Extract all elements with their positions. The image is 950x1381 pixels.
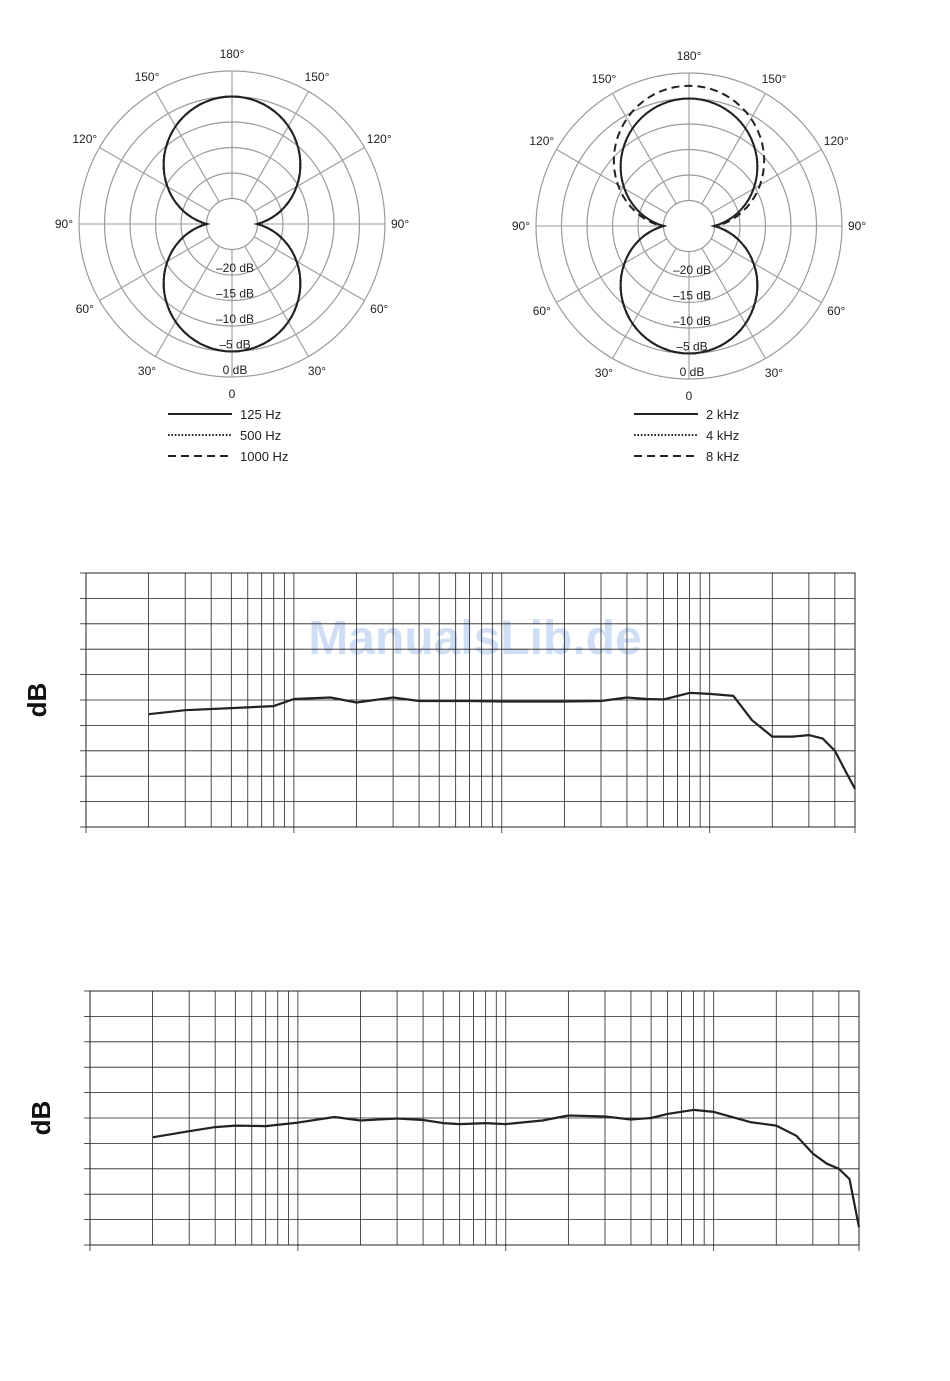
polar-angle-label: 180° <box>676 49 702 63</box>
polar-angle-label: 30° <box>307 364 327 379</box>
frequency-response-chart-bottom <box>26 991 859 1251</box>
polar-db-label: 0 dB <box>679 365 705 379</box>
y-axis-label: dB <box>22 682 52 718</box>
polar-angle-label: 30° <box>137 364 157 379</box>
polar-db-label: –20 dB <box>672 263 712 277</box>
polar-angle-label: 0 <box>685 389 693 403</box>
legend-label: 8 kHz <box>706 449 740 464</box>
watermark: ManualsLib.de <box>308 612 642 665</box>
legend-label: 4 kHz <box>706 428 740 443</box>
polar-db-label: –5 dB <box>676 339 708 354</box>
polar-angle-label: 0 <box>228 387 236 401</box>
polar-angle-label: 150° <box>304 69 330 84</box>
legend-label: 2 kHz <box>706 407 740 422</box>
polar-db-label: –5 dB <box>219 337 251 352</box>
polar-angle-label: 90° <box>511 219 530 233</box>
polar-chart-right <box>512 49 867 464</box>
polar-db-label: –15 dB <box>672 288 712 303</box>
polar-angle-label: 180° <box>219 47 245 61</box>
polar-angle-label: 150° <box>761 71 787 86</box>
polar-angle-label: 60° <box>75 302 94 316</box>
polar-angle-label: 60° <box>827 304 846 318</box>
polar-angle-label: 90° <box>391 217 410 231</box>
polar-angle-label: 30° <box>594 366 614 381</box>
polar-db-label: –10 dB <box>672 314 712 328</box>
polar-db-label: –15 dB <box>215 286 255 301</box>
polar-db-label: 0 dB <box>222 363 248 377</box>
polar-chart-left <box>55 47 410 464</box>
polar-angle-label: 60° <box>370 302 389 316</box>
polar-angle-label: 150° <box>591 71 617 86</box>
polar-ring <box>207 199 258 250</box>
polar-angle-label: 120° <box>529 134 555 148</box>
polar-db-label: –10 dB <box>215 312 255 326</box>
legend-label: 1000 Hz <box>240 449 289 464</box>
y-axis-label: dB <box>26 1100 56 1136</box>
polar-angle-label: 30° <box>764 366 784 381</box>
legend-label: 500 Hz <box>240 428 282 443</box>
legend-label: 125 Hz <box>240 407 282 422</box>
polar-angle-label: 120° <box>823 134 849 148</box>
polar-angle-label: 120° <box>72 132 98 146</box>
polar-ring <box>664 201 715 252</box>
polar-angle-label: 90° <box>54 217 73 231</box>
polar-angle-label: 90° <box>848 219 867 233</box>
polar-angle-label: 150° <box>134 69 160 84</box>
polar-angle-label: 120° <box>366 132 392 146</box>
polar-angle-label: 60° <box>532 304 551 318</box>
polar-db-label: –20 dB <box>215 261 255 275</box>
